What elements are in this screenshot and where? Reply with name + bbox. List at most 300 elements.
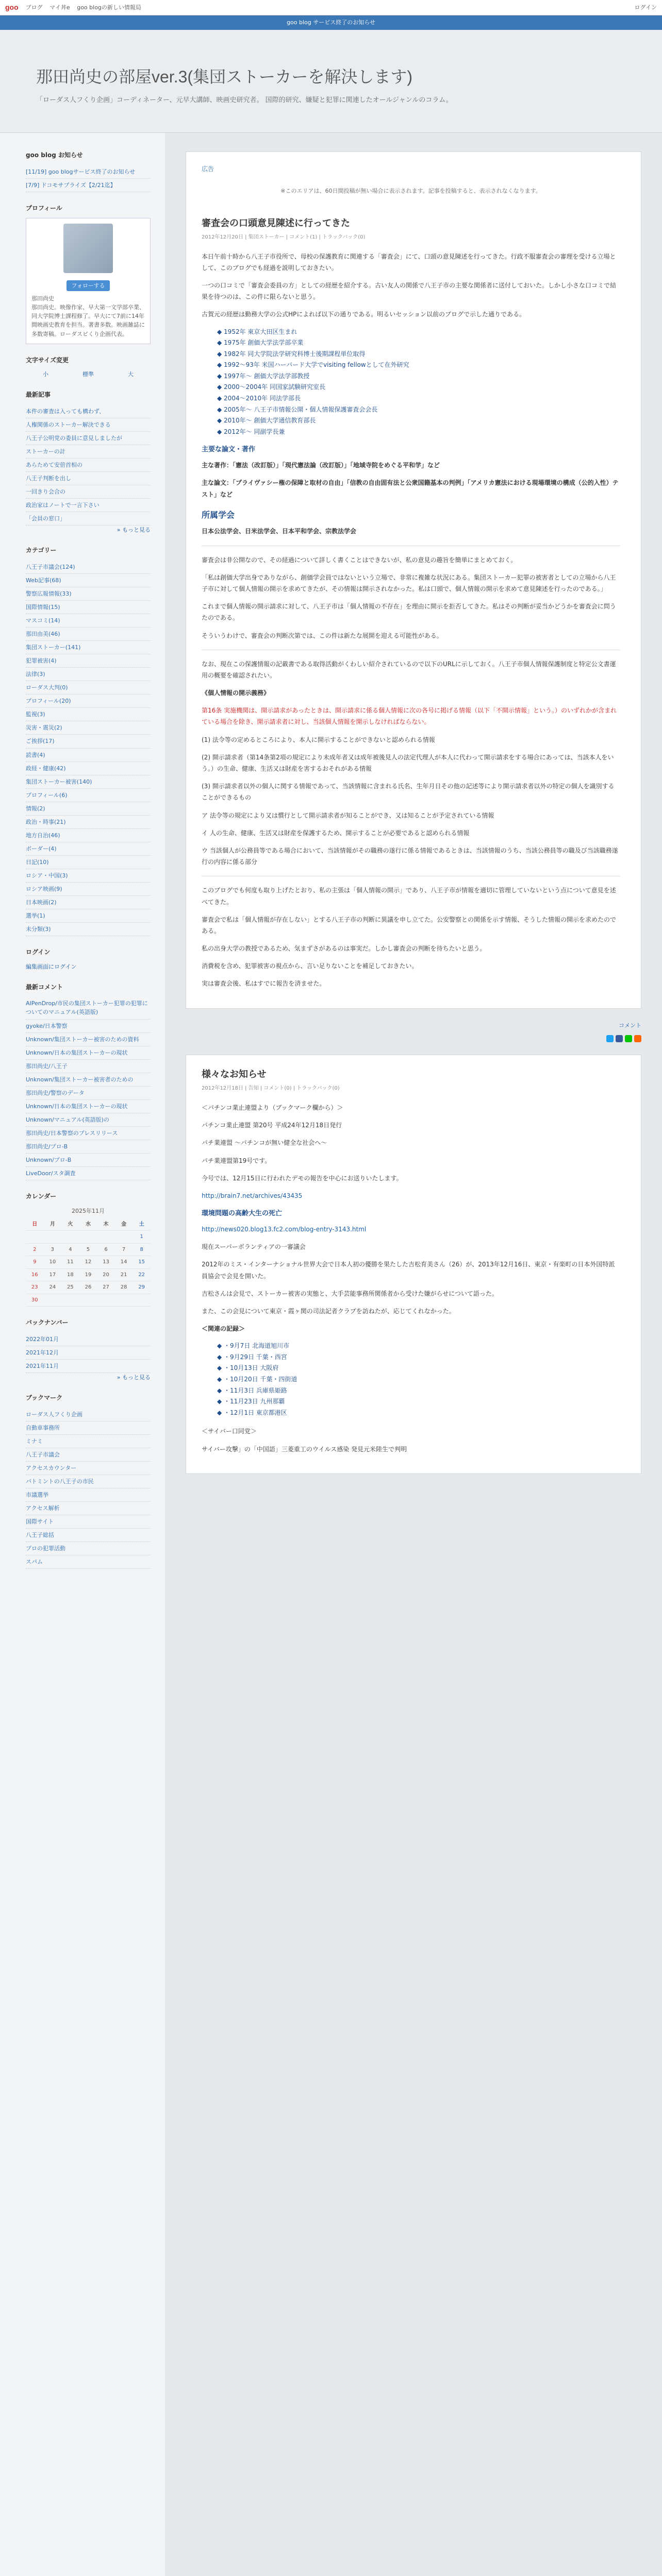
recent-item[interactable] — [26, 405, 151, 418]
calendar-day[interactable]: 12 — [79, 1256, 97, 1269]
works-text: 主な著作：「憲法（改訂版）」「現代憲法論（改訂版）」「地域寺院をめぐる平和学」など — [202, 462, 440, 469]
recent-link[interactable]: 一回きり会合の — [26, 488, 65, 496]
category-item[interactable] — [26, 856, 151, 869]
comment-item[interactable] — [26, 1033, 151, 1046]
category-item-link[interactable]: ボーダー(4) — [26, 845, 57, 852]
calendar-day[interactable]: 16 — [26, 1268, 44, 1281]
bookmark-item-link[interactable]: ローダス人フくり企画 — [26, 1411, 82, 1418]
comments-link[interactable]: コメント — [619, 1022, 641, 1029]
size-small-link[interactable]: 小 — [43, 371, 48, 378]
backnumber-link[interactable]: 2021年12月 — [26, 1349, 59, 1356]
size-normal-link[interactable]: 標準 — [82, 371, 94, 378]
service-notice-bar[interactable] — [0, 15, 662, 30]
category-item-link[interactable]: 集団ストーカー被害(140) — [26, 778, 92, 785]
recent-item[interactable] — [26, 445, 151, 459]
category-item-link[interactable]: 地方自治(46) — [26, 832, 60, 839]
calendar-heading: カレンダー — [26, 1193, 57, 1200]
post-paragraph: 審査会は非公開なので、その経過について詳しく書くことはできないが、私の意見の趣旨を簡単にまとめておく。 — [202, 556, 517, 564]
calendar-month: 2025年11月 — [72, 1207, 105, 1214]
bookmark-item[interactable] — [26, 1462, 151, 1475]
bookmark-item-link[interactable]: アクセスカウンター — [26, 1464, 77, 1471]
category-list — [26, 561, 151, 936]
comment-item[interactable] — [26, 1087, 151, 1100]
calendar-day[interactable]: 11 — [61, 1256, 79, 1269]
post-2-card — [186, 1055, 641, 1474]
comment-item-link[interactable]: Unknown/プロ-B — [26, 1156, 72, 1163]
post-paragraph: パチンコ業止連盟 第20号 平成24年12月18日発行 — [202, 1122, 342, 1129]
category-item-link[interactable]: 読書(4) — [26, 751, 45, 758]
career-item: ◆ 2000〜2004年 同国家試験研究室長 — [217, 382, 620, 393]
calendar-day[interactable]: 28 — [115, 1281, 133, 1294]
comment-list — [26, 997, 151, 1180]
blog-header — [0, 30, 662, 133]
calendar-day — [79, 1294, 97, 1307]
career-item: ◆ 1997年〜 創価大学法学部教授 — [217, 371, 620, 382]
comment-item[interactable] — [26, 1127, 151, 1140]
category-item[interactable] — [26, 681, 151, 694]
comment-item-link[interactable]: 那田尚史/八王子 — [26, 1062, 68, 1070]
comment-item-link[interactable]: Unknown/マニュアル(英語版)の — [26, 1116, 109, 1123]
category-item[interactable] — [26, 842, 151, 856]
career-item: ◆ 1975年 創価大学法学部卒業 — [217, 337, 620, 349]
category-item-link[interactable]: 政経・健康(42) — [26, 765, 66, 772]
category-item[interactable] — [26, 802, 151, 816]
category-item[interactable] — [26, 694, 151, 708]
notice-link[interactable]: [11/19] goo blogサービス終了のお知らせ — [26, 168, 136, 175]
calendar-day[interactable]: 22 — [133, 1268, 151, 1281]
backnumber-section — [26, 1318, 151, 1382]
service-notice-text[interactable]: goo blog サービス終了のお知らせ — [287, 19, 375, 26]
post-paragraph: 現在スーパーボランティアの一審議会 — [202, 1243, 306, 1251]
category-item[interactable] — [26, 909, 151, 923]
calendar-day[interactable]: 9 — [26, 1256, 44, 1269]
post-paragraph: また、この会見について東京・霞ヶ関の司法記者クラブを訪ねたが、応じてくれなかった。 — [202, 1307, 455, 1315]
post-paragraph: これまで個人情報の開示請求に対して、八王子市は「個人情報の不存在」を理由に開示を拒否してきた。私はその判断が妥当かどうかを審査会に問うたのである。 — [202, 603, 616, 622]
comments-heading: 最新コメント — [26, 983, 63, 991]
calendar-day[interactable]: 30 — [26, 1294, 44, 1307]
post-paragraph: 今号では、12月15日に行われたデモの報告を中心にお送りいたします。 — [202, 1174, 403, 1182]
career-item: ◆ 1952年 東京大田区生まれ — [217, 327, 620, 338]
post-paragraph: 私の出身大学の教授であるため、気まずさがあるのは事実だ。しかし審査会の判断を待ちたいと思う。 — [202, 945, 486, 953]
calendar-day — [44, 1231, 62, 1244]
calendar-weekday: 土 — [133, 1218, 151, 1231]
category-item-link[interactable]: 日本映画(2) — [26, 899, 57, 906]
calendar-day — [79, 1231, 97, 1244]
quote-paragraph: ウ 当該個人が公務員等である場合において、当該情報がその職務の遂行に係る情報であるときは、当該情報のうち、当該公務員等の職及び当該職務遂行の内容に係る部分 — [202, 846, 618, 866]
category-item-link[interactable]: 政治・時事(21) — [26, 818, 66, 825]
bookmark-item[interactable] — [26, 1421, 151, 1435]
recent-link[interactable]: 「会員の窓口」 — [26, 515, 65, 522]
comment-item[interactable] — [26, 1073, 151, 1087]
recent-item[interactable] — [26, 512, 151, 526]
category-item-link[interactable]: 選挙(1) — [26, 912, 45, 920]
calendar-table — [26, 1218, 151, 1307]
calendar-weekday: 木 — [97, 1218, 115, 1231]
bookmark-item-link[interactable]: アクセス解析 — [26, 1504, 60, 1512]
calendar-weekday: 水 — [79, 1218, 97, 1231]
backnumber-link[interactable]: 2022年01月 — [26, 1335, 59, 1343]
calendar-day — [61, 1231, 79, 1244]
category-item[interactable] — [26, 721, 151, 735]
login-link[interactable]: ログイン — [634, 4, 657, 11]
category-item[interactable] — [26, 789, 151, 802]
font-size-heading: 文字サイズ変更 — [26, 356, 69, 364]
main-content — [165, 133, 662, 2576]
post-2 — [202, 1067, 620, 1455]
post-paragraph: パチ業連盟 〜パチンコが無い健全な社会へ〜 — [202, 1139, 327, 1147]
post-paragraph: 古賀元の経歴は勤務大学の公式HPによれば以下の通りである。明るいセッション以前のブログで示した通りである。 — [202, 311, 526, 318]
calendar-day[interactable]: 6 — [97, 1243, 115, 1256]
comment-item-link[interactable]: 那田尚史/警察のデータ — [26, 1089, 85, 1096]
category-item-link[interactable]: ご挨拶(17) — [26, 738, 55, 745]
category-item[interactable] — [26, 749, 151, 762]
event-item: ◆ ・11月23日 九州那覇 — [217, 1396, 620, 1408]
category-item[interactable] — [26, 762, 151, 775]
post-paragraph: サイバー攻撃」の「中国語」三菱重工のウイルス感染 発見元米陸生で判明 — [202, 1445, 407, 1453]
category-item-link[interactable]: ロシア映画(9) — [26, 885, 62, 892]
calendar-day[interactable]: 4 — [61, 1243, 79, 1256]
comment-item[interactable] — [26, 1154, 151, 1167]
comments-link-row — [186, 1021, 641, 1043]
category-item[interactable] — [26, 668, 151, 681]
recent-link[interactable]: 八王子判断を出し — [26, 475, 71, 482]
recent-item[interactable] — [26, 459, 151, 472]
quote-paragraph: (1) 法令等の定めるところにより、本人に開示することができないと認められる情報 — [202, 736, 435, 743]
calendar-day[interactable]: 26 — [79, 1281, 97, 1294]
post-paragraph: なお、現在この保護情報の記載書である取得活動がくわしい紹介されているので以下のURLに示しておく。八王子市個人情報保護制度と特定公文書運用の概要を確認されたい。 — [202, 660, 616, 679]
category-item-link[interactable]: ロシア・中国(3) — [26, 872, 68, 879]
bookmark-item[interactable] — [26, 1408, 151, 1421]
calendar-day[interactable]: 29 — [133, 1281, 151, 1294]
category-item-link[interactable]: 情報(2) — [26, 805, 45, 812]
comments-section — [26, 982, 151, 1180]
calendar-day[interactable]: 27 — [97, 1281, 115, 1294]
backnumber-more-link[interactable]: » もっと見る — [117, 1374, 151, 1381]
category-item-link[interactable]: 那田由美(46) — [26, 631, 60, 638]
login-section — [26, 947, 151, 971]
comment-item[interactable] — [26, 1140, 151, 1154]
nav-blog[interactable]: ブログ — [25, 4, 43, 11]
comment-item[interactable] — [26, 1060, 151, 1073]
backnumber-item[interactable] — [26, 1360, 151, 1373]
category-item[interactable] — [26, 628, 151, 641]
bookmark-item[interactable] — [26, 1475, 151, 1488]
quote-paragraph: ア 法令等の規定により又は慣行として開示請求者が知ることができ、又は知ることが予定されている情報 — [202, 811, 494, 819]
category-item[interactable] — [26, 735, 151, 748]
calendar-day — [115, 1294, 133, 1307]
categories-section — [26, 546, 151, 936]
post-1 — [202, 216, 620, 990]
backnumber-item[interactable] — [26, 1333, 151, 1346]
category-item[interactable] — [26, 574, 151, 587]
category-item-link[interactable]: プロフィール(20) — [26, 698, 71, 705]
career-item: ◆ 1992〜93年 米国ハーバード大学でvisiting fellowとして在外研究 — [217, 360, 620, 371]
follow-button[interactable]: フォローする — [67, 280, 110, 291]
post-paragraph: このブログでも何度も取り上げたとおり、私の主張は「個人情報の開示」であり、八王子市が情報を適切に管理していないという点について意見を述べてきた。 — [202, 887, 616, 906]
post-paragraph: ＜パチンコ業止連盟より（ブックマーク欄から）＞ — [202, 1104, 343, 1112]
comment-item-link[interactable]: AIPenDrop/市民の集団ストーカー犯罪の犯罪についてのマニュアル(英語版) — [26, 1000, 148, 1016]
profile-box — [26, 218, 151, 344]
comment-item-link[interactable]: LiveDoor/スタ調査 — [26, 1170, 76, 1177]
bookmark-item-link[interactable]: 国際サイト — [26, 1518, 54, 1525]
top-navbar — [0, 0, 662, 15]
works-text-2: 主な論文：「プライヴァシー権の保障と取材の自由」「信教の自由固有法と公衆国籍基本の判例」「アメリカ憲法における現場環境の構成（公的入性）テスト」など — [202, 479, 619, 498]
recent-link[interactable]: ストーカーの計 — [26, 448, 65, 455]
event-item: ◆ ・10月13日 大阪府 — [217, 1363, 620, 1374]
calendar-day[interactable]: 10 — [44, 1256, 62, 1269]
bookmark-item-link[interactable]: 八王子市議会 — [26, 1451, 60, 1458]
category-item-link[interactable]: 八王子市議会(124) — [26, 563, 75, 570]
bookmark-item-link[interactable]: バトミントの八王子の市民 — [26, 1478, 94, 1485]
calendar-day[interactable]: 2 — [26, 1243, 44, 1256]
bookmark-item[interactable] — [26, 1529, 151, 1542]
bookmark-item[interactable] — [26, 1542, 151, 1555]
bookmark-item[interactable] — [26, 1435, 151, 1448]
event-item: ◆ ・9月29日 千葉・西宮 — [217, 1352, 620, 1363]
recent-item[interactable] — [26, 499, 151, 512]
comment-item-link[interactable]: Unknown/日本の集団ストーカーの現状 — [26, 1103, 128, 1110]
blog-title[interactable]: 那田尚史の部屋ver.3(集団ストーカーを解決します) — [36, 67, 413, 86]
category-item[interactable] — [26, 816, 151, 829]
bookmark-item[interactable] — [26, 1448, 151, 1462]
calendar-day[interactable]: 21 — [115, 1268, 133, 1281]
events-heading: ＜関連の記録＞ — [202, 1325, 245, 1333]
calendar-day — [61, 1294, 79, 1307]
category-item-link[interactable]: 未分類(3) — [26, 926, 51, 933]
category-item[interactable] — [26, 829, 151, 842]
post-title[interactable]: 審査会の口頭意見陳述に行ってきた — [202, 217, 350, 229]
bookmark-item-link[interactable]: ミナミ — [26, 1437, 43, 1445]
post-paragraph: 一つの口コミで「審査会委員の方」としての経歴を紹介する。古い友人の関係で八王子市の主要な関係者に送付しておいた。しかし小さな口コミで結果を待つのは、この件に限らないと思う。 — [202, 281, 617, 301]
calendar-day[interactable]: 3 — [44, 1243, 62, 1256]
notice-item[interactable] — [26, 179, 151, 192]
bookmark-item-link[interactable]: 八王子総括 — [26, 1532, 54, 1538]
events-list — [217, 1341, 620, 1418]
twitter-icon[interactable] — [606, 1035, 614, 1042]
recent-item[interactable] — [26, 432, 151, 445]
quote-paragraph: (2) 開示請求者（第14条第2項の規定により未成年者又は成年被後見人の法定代理人が本人に代わって開示請求をする場合にあっては、当該本人をいう。）の生命、健康、生活又は財産を害するおそれがある情報 — [202, 753, 614, 773]
calendar-weekday: 月 — [44, 1218, 62, 1231]
profile-text: 那田尚史。映像作家、早大第一文学部卒業、同大学院博士課程修了。早大にて7前に14年間映画史教育を担当。著書多数。映画雑誌に多数寄稿。ローダスピくり企画代表。 — [31, 304, 145, 337]
category-item[interactable] — [26, 708, 151, 721]
calendar-day[interactable]: 19 — [79, 1268, 97, 1281]
calendar-day[interactable]: 15 — [133, 1256, 151, 1269]
recent-item[interactable] — [26, 418, 151, 432]
calendar-day[interactable]: 18 — [61, 1268, 79, 1281]
line-icon[interactable] — [625, 1035, 632, 1042]
recent-link[interactable]: あらためて安倍首相の — [26, 461, 82, 468]
category-item[interactable] — [26, 587, 151, 601]
category-item-link[interactable]: 法律(3) — [26, 671, 45, 678]
calendar-section — [26, 1192, 151, 1307]
recent-item[interactable] — [26, 485, 151, 499]
recent-link[interactable]: 八王子公明党の委員に意見しましたが — [26, 434, 122, 442]
bookmark-item-link[interactable]: 市議選挙 — [26, 1491, 48, 1498]
external-link[interactable]: http://brain7.net/archives/43435 — [202, 1192, 303, 1199]
category-item[interactable] — [26, 614, 151, 628]
calendar-day[interactable]: 17 — [44, 1268, 62, 1281]
calendar-day[interactable]: 25 — [61, 1281, 79, 1294]
recent-more-link[interactable]: » もっと見る — [117, 527, 151, 534]
calendar-day — [26, 1231, 44, 1244]
recent-link[interactable]: 人権関係のストーカー解決できる — [26, 421, 111, 428]
comment-item-link[interactable]: gyoke/日本警察 — [26, 1022, 68, 1029]
calendar-day[interactable]: 1 — [133, 1231, 151, 1244]
category-item[interactable] — [26, 654, 151, 668]
recent-link[interactable]: 政治家はノートで一言下さい — [26, 502, 100, 509]
quote-heading: 《個人情報の開示義務》 — [202, 689, 270, 697]
event-item: ◆ ・10月20日 千葉・四街道 — [217, 1374, 620, 1385]
font-size-section — [26, 355, 151, 379]
comment-item[interactable] — [26, 1113, 151, 1127]
category-item-link[interactable]: 警察広報情報(33) — [26, 590, 72, 597]
category-item[interactable] — [26, 923, 151, 936]
backnumber-link[interactable]: 2021年11月 — [26, 1362, 59, 1369]
backnumber-item[interactable] — [26, 1346, 151, 1360]
profile-heading: プロフィール — [26, 204, 62, 212]
society-heading: 所属学会 — [202, 510, 235, 520]
works-heading: 主要な論文・著作 — [202, 446, 256, 454]
notice-section — [26, 150, 151, 192]
quote-paragraph: イ 人の生命、健康、生活又は財産を保護するため、開示することが必要であると認められる情報 — [202, 829, 470, 837]
calendar-day[interactable]: 7 — [115, 1243, 133, 1256]
post-paragraph: そういうわけで、審査会の判断次第では、この件は新たな展開を迎える可能性がある。 — [202, 632, 443, 639]
category-item-link[interactable]: 監視(3) — [26, 711, 45, 718]
hatena-icon[interactable] — [634, 1035, 641, 1042]
avatar — [63, 224, 113, 273]
society-text: 日本公法学会、日米法学会、日本平和学会、宗教法学会 — [202, 528, 357, 535]
profile-section — [26, 204, 151, 344]
post-meta: 2012年12月18日 | 告知 | コメント(0) | トラックバック(0) — [202, 1086, 340, 1092]
login-edit-link[interactable]: 編集画面にログイン — [26, 963, 77, 970]
comment-item-link[interactable]: Unknown/集団ストーカー被害のための資料 — [26, 1036, 139, 1043]
calendar-day[interactable]: 14 — [115, 1256, 133, 1269]
post-title[interactable]: 様々なお知らせ — [202, 1069, 267, 1080]
comment-item[interactable] — [26, 1100, 151, 1113]
category-item-link[interactable]: 日記(10) — [26, 858, 49, 866]
category-item-link[interactable]: 集団ストーカー(141) — [26, 644, 81, 651]
comment-item-link[interactable]: Unknown/集団ストーカー被害者のための — [26, 1076, 134, 1083]
category-item-link[interactable]: 犯罪被害(4) — [26, 657, 57, 665]
calendar-day[interactable]: 8 — [133, 1243, 151, 1256]
size-large-link[interactable]: 大 — [128, 371, 134, 378]
category-item[interactable] — [26, 869, 151, 883]
comment-item-link[interactable]: Unknown/日本の集団ストーカーの現状 — [26, 1049, 128, 1056]
quote-paragraph: (3) 開示請求者以外の個人に関する情報であって、当該情報に含まれる氏名、生年月日その他の記述等により開示請求者以外の特定の個人を識別することができるもの — [202, 783, 615, 802]
ad-label[interactable]: 広告 — [202, 165, 214, 173]
goo-logo[interactable]: goo — [5, 3, 19, 12]
calendar-day[interactable]: 23 — [26, 1281, 44, 1294]
event-item: ◆ ・12月1日 東京都港区 — [217, 1408, 620, 1419]
category-item[interactable] — [26, 883, 151, 896]
calendar-day — [115, 1231, 133, 1244]
category-item-link[interactable]: マスコミ(14) — [26, 617, 60, 624]
category-item[interactable] — [26, 775, 151, 789]
calendar-day[interactable]: 20 — [97, 1268, 115, 1281]
backnumber-heading: バックナンバー — [26, 1319, 69, 1327]
facebook-icon[interactable] — [616, 1035, 623, 1042]
calendar-day[interactable]: 24 — [44, 1281, 62, 1294]
calendar-day — [97, 1231, 115, 1244]
nav-info[interactable]: goo blogの新しい情報局 — [77, 4, 141, 11]
calendar-day[interactable]: 5 — [79, 1243, 97, 1256]
recent-posts-section — [26, 390, 151, 534]
comment-item[interactable] — [26, 997, 151, 1019]
bookmark-item[interactable] — [26, 1502, 151, 1515]
notice-item[interactable] — [26, 165, 151, 179]
category-item[interactable] — [26, 601, 151, 614]
bookmark-item-link[interactable]: プロの犯罪活動 — [26, 1545, 65, 1552]
category-item[interactable] — [26, 561, 151, 574]
calendar-weekday: 火 — [61, 1218, 79, 1231]
calendar-day[interactable]: 13 — [97, 1256, 115, 1269]
comment-item-link[interactable]: 那田尚史/プロ-B — [26, 1143, 68, 1150]
external-link[interactable]: http://news020.blog13.fc2.com/blog-entry-3143.html — [202, 1225, 367, 1233]
career-item: ◆ 2012年〜 同副学長兼 — [217, 427, 620, 438]
career-item: ◆ 2004〜2010年 同法学部長 — [217, 393, 620, 404]
career-item: ◆ 2005年〜 八王子市情報公開・個人情報保護審査会会長 — [217, 404, 620, 416]
event-item: ◆ ・11月3日 兵庫県姫路 — [217, 1385, 620, 1397]
post-meta: 2012年12月20日 | 集団ストーカー | コメント(1) | トラックバック(0) — [202, 234, 366, 240]
calendar-weekday: 日 — [26, 1218, 44, 1231]
inactive-warning: ※このエリアは、60日間投稿が無い場合に表示されます。記事を投稿すると、表示されなくなります。 — [280, 188, 541, 195]
post-paragraph: 実は審査会後、私はすでに報告を済ませた。 — [202, 980, 326, 988]
profile-name: 那田尚史 — [31, 295, 54, 302]
calendar-day — [44, 1294, 62, 1307]
bookmark-item-link[interactable]: スパム — [26, 1558, 43, 1566]
nav-my[interactable]: マイ丼e — [49, 4, 70, 11]
notice-heading: goo blog お知らせ — [26, 151, 83, 159]
bookmark-list — [26, 1408, 151, 1569]
category-item-link[interactable]: 災害・震災(2) — [26, 724, 62, 732]
calendar-weekday: 金 — [115, 1218, 133, 1231]
calendar-day — [133, 1294, 151, 1307]
sidebar — [0, 133, 165, 2576]
post-paragraph: 吉松さんは会見で、ストーカー被害の実態と、大手芸能事務所関係者から受けた嫌がらせについて語った。 — [202, 1290, 498, 1297]
category-item-link[interactable]: 国際情報(15) — [26, 604, 60, 611]
post-paragraph: 本日午前十時から八王子市役所で、母校の保護教育に関連する「審査会」にて、口頭の意見陳述を行ってきた。行政不服審査会の審理を受ける立場として、このブログでも経過を説明しておきたい。 — [202, 252, 616, 272]
category-item-link[interactable]: プロフィール(6) — [26, 791, 68, 799]
ad-card — [186, 151, 641, 1009]
career-item: ◆ 1982年 同大学院法学研究科博士後期課程単位取得 — [217, 349, 620, 360]
category-item-link[interactable]: ローダス大判(0) — [26, 684, 68, 691]
comment-item[interactable] — [26, 1167, 151, 1180]
login-heading: ログイン — [26, 948, 51, 956]
comment-item[interactable] — [26, 1020, 151, 1033]
category-item[interactable] — [26, 896, 151, 909]
bookmark-item[interactable] — [26, 1488, 151, 1502]
category-item[interactable] — [26, 641, 151, 654]
list-heading: 環境問題の高齢大生の死亡 — [202, 1210, 283, 1218]
post-paragraph: ＜サイバー口同党＞ — [202, 1428, 257, 1435]
quote-paragraph — [202, 705, 620, 727]
bookmark-item-link[interactable]: 自動車事務所 — [26, 1424, 60, 1431]
comment-item-link[interactable]: 那田尚史/日本警察のプレスリリース — [26, 1129, 118, 1137]
notice-link[interactable]: [7/9] ドコモサプライズ【2/21迄】 — [26, 181, 116, 189]
recent-link[interactable]: 本件の審査は入っても構わず、 — [26, 408, 105, 415]
event-item: ◆ ・9月7日 北海道旭川市 — [217, 1341, 620, 1352]
quote-text: 第16条 実施機関は、開示請求があったときは、開示請求に係る個人情報に次の各号に掲げる情報（以下「不開示情報」という。）のいずれかが含まれている場合を除き、開示請求者に対し、当該個人情報を開示しなければならない。 — [202, 707, 617, 726]
recent-item[interactable] — [26, 472, 151, 485]
comment-item[interactable] — [26, 1046, 151, 1060]
bookmark-item[interactable] — [26, 1515, 151, 1529]
bookmark-item[interactable] — [26, 1555, 151, 1569]
career-list — [217, 327, 620, 438]
post-paragraph: 2012年のミス・インターナショナル世界大会で日本人初の優勝を果たした吉松育美さん（26）が、2013年12月16日、東京・有楽町の日本外国特派員協会で会見を開いた。 — [202, 1261, 615, 1280]
category-item-link[interactable]: Web記事(68) — [26, 577, 61, 584]
top-nav — [26, 3, 146, 12]
post-paragraph: 「私は創価大学出身でありながら、創価学会員ではないという立場で、非常に複雑な状況にある。集団ストーカー犯罪の被害者としての立場から八王子市に対して個人情報の開示を求めてきたが、その情報は開示されなかった。私は口頭で、個人情報の開示を求めて意見陳述を行ったのである。」 — [202, 573, 616, 592]
